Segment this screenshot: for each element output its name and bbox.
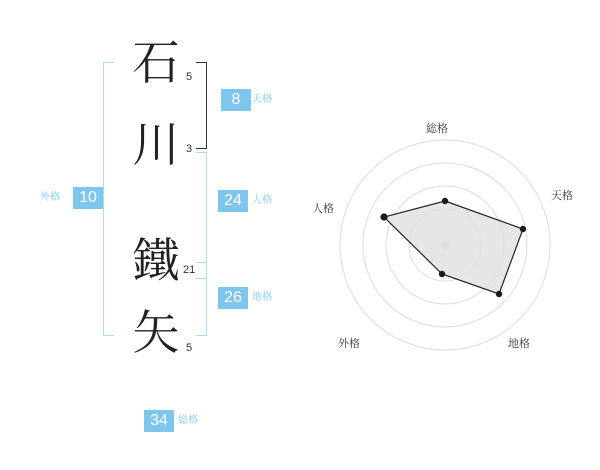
kanji-2: 川	[132, 118, 180, 173]
radar-point-jinkaku	[380, 213, 387, 220]
soukaku-label: 総格	[178, 415, 198, 426]
radar-point-soukaku	[442, 198, 448, 204]
kanji-3-strokes: 21	[183, 264, 196, 276]
radar-axis-label-jinkaku: 人格	[312, 203, 334, 215]
soukaku-badge: 34	[144, 410, 174, 432]
outer-kaku-label: 外格	[40, 192, 60, 203]
radar-axis-label-soukaku: 総格	[426, 123, 448, 135]
outer-bracket	[103, 62, 114, 336]
outer-kaku-badge: 10	[73, 187, 103, 209]
jinkaku-label: 人格	[252, 195, 272, 206]
jinkaku-bracket	[196, 152, 207, 279]
kanji-1-strokes: 5	[186, 71, 193, 83]
tenkaku-bracket	[196, 62, 207, 149]
kanji-3: 鐵	[132, 234, 180, 289]
kanji-1: 石	[132, 36, 180, 91]
jinkaku-badge: 24	[218, 190, 248, 212]
tenkaku-badge: 8	[221, 89, 251, 111]
radar-axis-label-gaikaku: 外格	[338, 338, 360, 350]
radar-point-chikaku	[496, 291, 502, 297]
radar-point-tenkaku	[520, 226, 526, 232]
radar-chart	[300, 100, 600, 390]
radar-axis-label-chikaku: 地格	[508, 338, 530, 350]
kanji-4: 矢	[132, 306, 180, 361]
chikaku-label: 地格	[252, 292, 272, 303]
kanji-2-strokes: 3	[186, 143, 193, 155]
chikaku-badge: 26	[218, 287, 248, 309]
radar-point-gaikaku	[439, 271, 445, 277]
chikaku-bracket	[196, 262, 207, 336]
radar-axis-label-tenkaku: 天格	[551, 190, 573, 202]
kanji-4-strokes: 5	[186, 342, 193, 354]
tenkaku-label: 天格	[252, 94, 272, 105]
